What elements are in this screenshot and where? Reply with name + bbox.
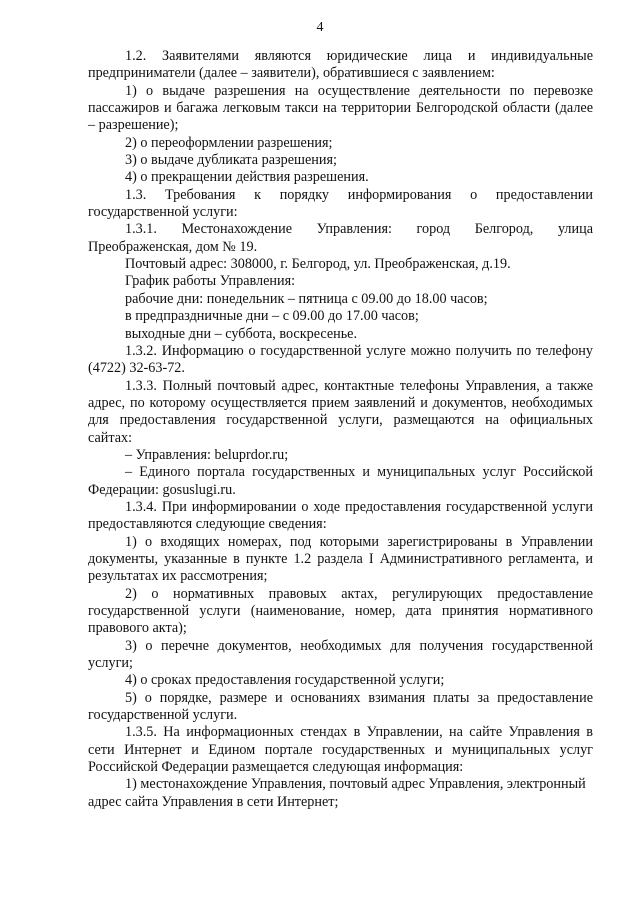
list-item-2: 2) о переоформлении разрешения; — [125, 134, 333, 151]
info-item-1: 1) о входящих номерах, под которыми зарегистрированы в Управлении документы, указанные в пункте 1.2 раздела I Административного регламента, и результатах их рассмотрения; — [88, 533, 593, 585]
schedule-weekend: выходные дни – суббота, воскресенье. — [125, 325, 358, 342]
postal-address: Почтовый адрес: 308000, г. Белгород, ул. Преображенская, д.19. — [125, 256, 511, 273]
stand-item-1: 1) местонахождение Управления, почтовый адрес Управления, электронный адрес сайта Управления в сети Интернет; — [88, 776, 586, 810]
info-item-3: 3) о перечне документов, необходимых для получения государственной услуги; — [88, 637, 593, 672]
site-gosuslugi: – Единого портала государственных и муниципальных услуг Российской Федерации: gosuslugi.ru. — [88, 464, 593, 498]
info-item-2: 2) о нормативных правовых актах, регулирующих предоставление государственной услуги (наименование, номер, дата принятия нормативного правового акта); — [88, 585, 593, 637]
schedule-workdays: рабочие дни: понедельник – пятница с 09.00 до 18.00 часов; — [125, 290, 488, 307]
paragraph-1-3: 1.3. Требования к порядку информирования о предоставлении государственной услуги: — [88, 186, 593, 221]
info-item-4: 4) о сроках предоставления государственной услуги; — [125, 672, 445, 689]
schedule-preholiday: в предпраздничные дни – с 09.00 до 17.00 часов; — [125, 308, 419, 325]
paragraph-1-3-5: 1.3.5. На информационных стендах в Управлении, на сайте Управления в сети Интернет и Едином портале государственных и муниципальных услуг Российской Федерации размещается следующая информация: — [88, 724, 593, 776]
list-item-1: 1) о выдаче разрешения на осуществление деятельности по перевозке пассажиров и багажа легковым такси на территории Белгородской области (далее – разрешение); — [88, 82, 593, 134]
paragraph-1-3-1: 1.3.1. Местонахождение Управления: город Белгород, улица Преображенская, дом № 19. — [88, 221, 593, 255]
document-body — [88, 48, 593, 811]
list-item-3: 3) о выдаче дубликата разрешения; — [125, 152, 337, 169]
site-management: – Управления: beluprdor.ru; — [125, 446, 289, 463]
schedule-heading: График работы Управления: — [125, 273, 296, 290]
paragraph-1-3-4: 1.3.4. При информировании о ходе предоставления государственной услуги предоставляются следующие сведения: — [88, 498, 593, 533]
paragraph-1-2: 1.2. Заявителями являются юридические лица и индивидуальные предприниматели (далее – заявители), обратившиеся с заявлением: — [88, 48, 593, 82]
page-number: 4 — [316, 20, 324, 35]
paragraph-1-3-2: 1.3.2. Информацию о государственной услуге можно получить по телефону (4722) 32-63-72. — [88, 342, 593, 377]
list-item-4: 4) о прекращении действия разрешения. — [125, 169, 369, 186]
paragraph-1-3-3: 1.3.3. Полный почтовый адрес, контактные телефоны Управления, а также адрес, по которому осуществляется прием заявлений и документов, необходимых для предоставления государственной услуги, размещаются на официальных сайтах: — [88, 377, 593, 446]
info-item-5: 5) о порядке, размере и основаниях взимания платы за предоставление государственной услуги. — [88, 689, 593, 724]
